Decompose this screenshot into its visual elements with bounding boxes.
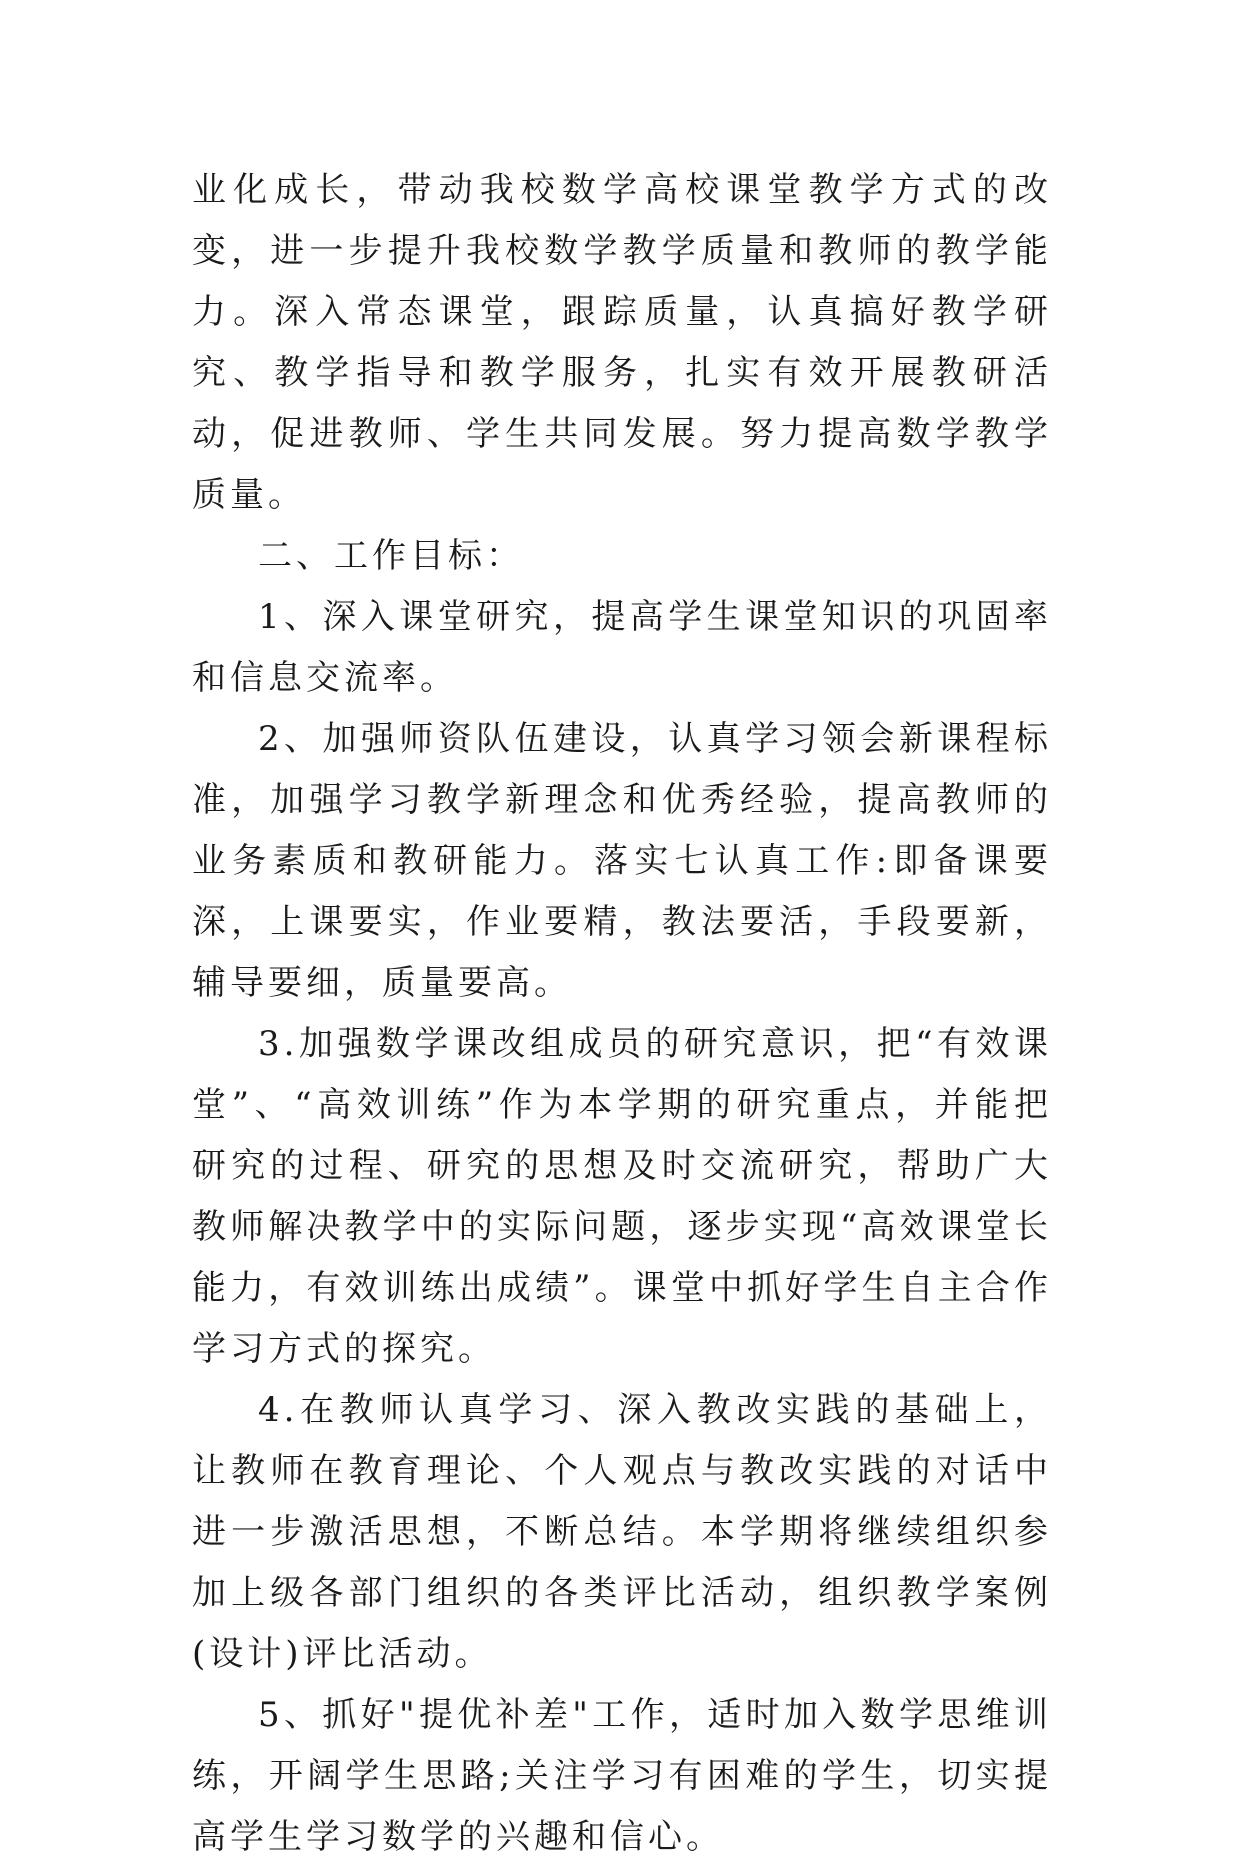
goal-item-5: 5、抓好"提优补差"工作，适时加入数学思维训练，开阔学生思路;关注学习有困难的学生，切实提高学生学习数学的兴趣和信心。 xyxy=(192,1695,1052,1857)
paragraph-continuation: 业化成长，带动我校数学高校课堂教学方式的改变，进一步提升我校数学教学质量和教师的教学能力。深入常态课堂，跟踪质量，认真搞好教学研究、教学指导和教学服务，扎实有效开展教研活动，促进教师、学生共同发展。努力提高数学教学质量。 xyxy=(192,170,1052,515)
goal-item-3: 3.加强数学课改组成员的研究意识，把“有效课堂”、“高效训练”作为本学期的研究重点，并能把研究的过程、研究的思想及时交流研究，帮助广大教师解决教学中的实际问题，逐步实现“高效课堂长能力，有效训练出成绩”。课堂中抓好学生自主合作学习方式的探究。 xyxy=(192,1024,1052,1369)
goal-item-2: 2、加强师资队伍建设，认真学习领会新课程标准，加强学习教学新理念和优秀经验，提高教师的业务素质和教研能力。落实七认真工作:即备课要深，上课要实，作业要精，教法要活，手段要新，辅导要细，质量要高。 xyxy=(192,719,1052,1003)
document-page xyxy=(192,160,1052,1868)
section-heading-goals: 二、工作目标： xyxy=(258,536,524,576)
goal-item-1: 1、深入课堂研究，提高学生课堂知识的巩固率和信息交流率。 xyxy=(192,597,1052,698)
goal-item-4: 4.在教师认真学习、深入教改实践的基础上，让教师在教育理论、个人观点与教改实践的对话中进一步激活思想，不断总结。本学期将继续组织参加上级各部门组织的各类评比活动，组织教学案例(设计)评比活动。 xyxy=(192,1390,1052,1674)
